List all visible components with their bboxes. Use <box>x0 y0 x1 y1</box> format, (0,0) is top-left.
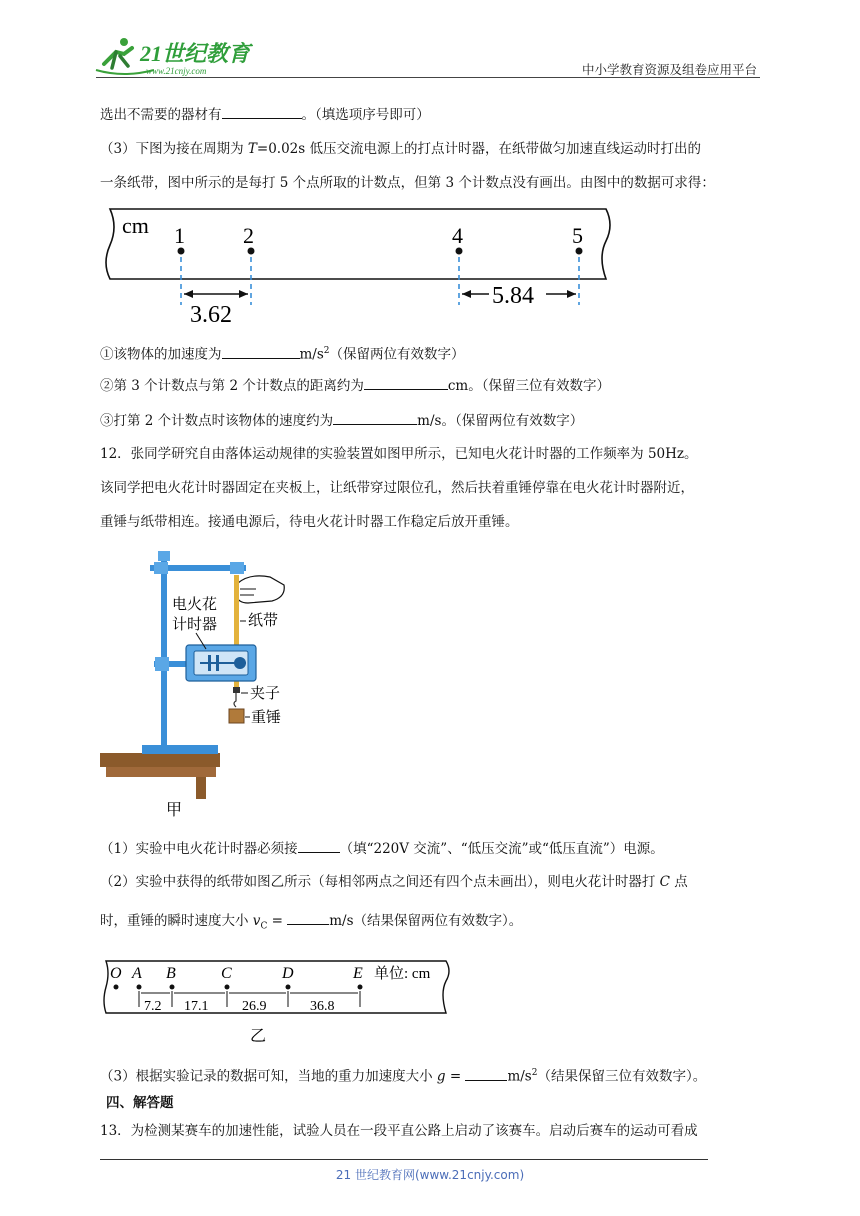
q12-line1: 12．张同学研究自由落体运动规律的实验装置如图甲所示，已知电火花计时器的工作频率为 50Hz。 <box>100 446 698 462</box>
section-title-answer-questions: 四、解答题 <box>106 1095 174 1111</box>
clip <box>233 687 240 693</box>
text-span: （2）实验中获得的纸带如图乙所示（每相邻两点之间还有四个点未画出），则电火花计时器打 <box>100 874 660 890</box>
label-clip: 夹子 <box>250 686 281 702</box>
answer-blank[interactable] <box>222 344 300 359</box>
var-g: g <box>436 1068 446 1085</box>
q12-p1 <box>100 838 664 859</box>
point-label-B: B <box>166 965 176 982</box>
q12-p3 <box>100 1063 706 1087</box>
q12-p2-line1 <box>100 872 688 892</box>
text-span: m/s（结果保留两位有效数字）。 <box>329 913 523 929</box>
answer-blank[interactable] <box>222 104 302 119</box>
q11-select-line <box>100 104 430 125</box>
text-span: ①该物体的加速度为 <box>100 346 222 363</box>
text-span: 点 <box>669 874 688 890</box>
tape-diagram-yi <box>100 955 456 1047</box>
tape-point-label-2: 2 <box>243 223 254 248</box>
tape-dot-5 <box>576 248 583 255</box>
unit-label: 单位: cm <box>374 966 431 982</box>
text-span: （保留两位有效数字） <box>329 346 465 363</box>
label-timer-1: 电火花 <box>172 597 218 613</box>
text-span: （1）实验中电火花计时器必须接 <box>100 841 298 857</box>
text-span: =0.02s 低压交流电源上的打点计时器，在纸带做匀加速直线运动时打出的 <box>256 141 701 157</box>
distance-label-4-5: 5.84 <box>492 283 534 309</box>
text-span: （3）根据实验记录的数据可知，当地的重力加速度大小 <box>100 1068 437 1085</box>
text-span: 时，重锤的瞬时速度大小 <box>100 913 253 929</box>
tape-point-label-5: 5 <box>572 223 583 248</box>
apparatus-figure-jia <box>100 545 330 825</box>
text-span: （3）下图为接在周期为 <box>100 141 248 157</box>
point-label-E: E <box>353 965 363 982</box>
text-span: m/s。（保留两位有效数字） <box>417 413 584 429</box>
segment-label-DE: 36.8 <box>310 999 335 1014</box>
text-span: = <box>445 1068 466 1085</box>
logo-url: www.21cnjy.com <box>146 66 207 76</box>
label-weight: 重锤 <box>251 710 282 726</box>
q11-sub2 <box>100 375 610 396</box>
tape-unit-label: cm <box>122 213 149 238</box>
stand-base <box>142 745 218 754</box>
label-tape: 纸带 <box>248 613 279 629</box>
subscript: C <box>260 921 268 932</box>
answer-blank[interactable] <box>333 410 417 425</box>
tape-point-label-4: 4 <box>452 223 463 248</box>
var-v: v <box>252 913 261 929</box>
site-logo <box>94 34 264 80</box>
q12-line2: 该同学把电火花计时器固定在夹板上，让纸带穿过限位孔，然后扶着重锤停靠在电火花计时器附近， <box>100 480 694 496</box>
tape-dot-1 <box>178 248 185 255</box>
figure-caption-yi: 乙 <box>250 1028 267 1045</box>
distance-label-1-2: 3.62 <box>190 302 232 328</box>
segment-label-OA-AB: 7.2 <box>144 999 162 1014</box>
answer-blank[interactable] <box>298 838 340 853</box>
unit-text: m/s <box>299 346 324 363</box>
q11-sub3 <box>100 410 583 431</box>
answer-blank[interactable] <box>465 1066 507 1081</box>
logo-text: 21世纪教育 <box>140 41 251 66</box>
text-span: （结果保留三位有效数字）。 <box>537 1068 707 1085</box>
figure-caption-jia: 甲 <box>166 802 183 819</box>
q11-p3-line2: 一条纸带，图中所示的是每打 5 个点所取的计数点，但第 3 个计数点没有画出。由图中的数据可求得： <box>100 175 715 191</box>
answer-blank[interactable] <box>287 910 329 925</box>
q11-sub1 <box>100 341 465 365</box>
answer-blank[interactable] <box>364 375 448 390</box>
distance-arrow-1-2 <box>184 290 248 298</box>
point-label-D: D <box>282 965 294 982</box>
weight <box>229 709 244 723</box>
superscript: 2 <box>323 346 330 356</box>
q11-select-pre: 选出不需要的器材有 <box>100 107 222 123</box>
point-label-A: A <box>132 965 142 982</box>
text-span: ②第 3 个计数点与第 2 个计数点的距离约为 <box>100 378 364 394</box>
point-label-O: O <box>110 965 122 982</box>
text-span: cm。（保留三位有效数字） <box>447 378 610 394</box>
text-span: ③打第 2 个计数点时该物体的速度约为 <box>100 413 334 429</box>
tape-dot-4 <box>456 248 463 255</box>
point-label-C: C <box>221 965 232 982</box>
text-span: = <box>267 913 288 929</box>
tape-point-label-1: 1 <box>174 223 185 248</box>
segment-label-BC: 17.1 <box>184 999 209 1014</box>
stand-pole <box>161 555 167 747</box>
unit-text: m/s <box>507 1068 532 1085</box>
q12-line3: 重锤与纸带相连。接通电源后，待电火花计时器工作稳定后放开重锤。 <box>100 514 519 530</box>
text-span: （填“220V 交流”、“低压交流”或“低压直流”）电源。 <box>339 841 664 857</box>
q11-p3-line1 <box>100 139 701 159</box>
header-platform-text: 中小学教育资源及组卷应用平台 <box>581 62 757 77</box>
q11-select-post: 。（填选项序号即可） <box>301 107 430 123</box>
footer-text: 21 世纪教育网(www.21cnjy.com) <box>335 1168 525 1182</box>
footer-divider <box>100 1159 708 1160</box>
q13-line1: 13．为检测某赛车的加速性能，试验人员在一段平直公路上启动了该赛车。启动后赛车的运动可看成 <box>100 1123 698 1139</box>
superscript: 2 <box>531 1068 538 1078</box>
header-divider <box>96 77 760 78</box>
label-timer-2: 计时器 <box>172 617 218 633</box>
var-T: T <box>247 141 257 157</box>
tape-dot-2 <box>248 248 255 255</box>
q12-p2-line2 <box>100 910 522 937</box>
table-top <box>100 753 220 767</box>
tape-diagram-counting-points <box>100 205 616 330</box>
segment-label-CD: 26.9 <box>242 999 267 1014</box>
var-C: C <box>659 874 670 890</box>
